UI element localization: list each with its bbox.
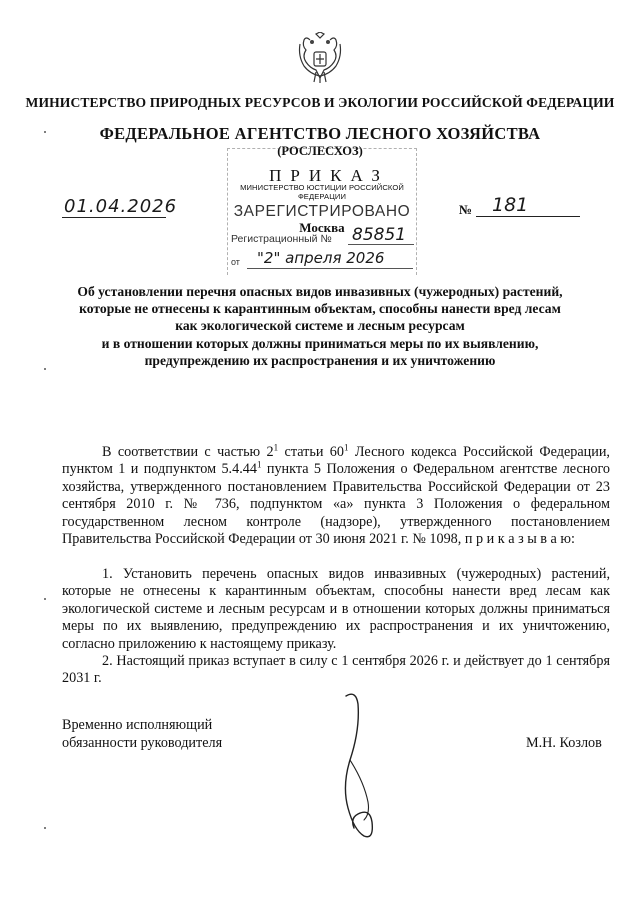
order-number: 181 (492, 194, 529, 216)
subject-line: предупреждению их распространения и их уничтожению (144, 352, 496, 368)
ministry-name: МИНИСТЕРСТВО ПРИРОДНЫХ РЕСУРСОВ И ЭКОЛОГИИ РОССИЙСКОЙ ФЕДЕРАЦИИ (25, 95, 615, 110)
preamble-paragraph (62, 444, 610, 548)
stamp-from-label: от (231, 257, 240, 267)
number-sign: № (459, 202, 473, 217)
superscript: 1 (256, 459, 262, 470)
order-subject (52, 283, 588, 369)
agency-name: ФЕДЕРАЛЬНОЕ АГЕНТСТВО ЛЕСНОГО ХОЗЯЙСТВА (99, 124, 541, 143)
coat-of-arms-icon (296, 32, 344, 84)
preamble-text: пункта 5 Положения о Федеральном агентстве лесного хозяйства, утвержденного постановлением Правительства Российской Федерации от 23 сентября 2010 г. № 736, подпунктом «а» пункта 3 Положения о федеральном государственном лесном контроле (надзоре), утвержденного постановлением Правительства Российской Федерации от 30 июня 2021 г. № 1098, (62, 461, 610, 548)
signer-name: М.Н. Козлов (526, 735, 602, 751)
stamp-ministry: МИНИСТЕРСТВО ЮСТИЦИИ РОССИЙСКОЙ ФЕДЕРАЦИИ (240, 183, 404, 201)
subject-line: Об установлении перечня опасных видов инвазивных (чужеродных) растений, (77, 284, 563, 299)
signer-position-line2: обязанности руководителя (62, 735, 223, 751)
preamble-text: статьи 60 (278, 444, 344, 460)
scan-speck (44, 598, 46, 600)
superscript: 1 (344, 442, 349, 453)
stamp-reg-underline (348, 244, 414, 245)
stamp-reg-number: 85851 (352, 225, 407, 245)
subject-line: и в отношении которых должны приниматься меры по их выявлению, (101, 335, 539, 351)
order-date: 01.04.2026 (64, 196, 178, 217)
stamp-city: Москва (299, 220, 345, 235)
document-type-title: ПРИКАЗ (269, 166, 389, 185)
scan-speck (44, 131, 46, 133)
preamble-text: В соответствии с частью 2 (102, 444, 274, 460)
agency-short-name: (РОСЛЕСХОЗ) (277, 144, 363, 158)
stamp-from-date: "2" апреля 2026 (257, 249, 385, 267)
subject-line: как экологической системе и лесным ресурсам (175, 318, 465, 334)
number-underline (476, 216, 580, 217)
superscript: 1 (273, 442, 279, 453)
order-word: п р и к а з ы в а ю: (464, 531, 575, 548)
order-item-2: 2. Настоящий приказ вступает в силу с 1 сентября 2026 г. и действует до 1 сентября 2031 г. (62, 653, 610, 687)
handwritten-signature (320, 690, 400, 850)
preamble-text: Лесного кодекса Российской Федерации, пунктом 1 и подпунктом 5.4.44 (62, 444, 610, 478)
scan-speck (44, 368, 46, 370)
signer-position-line1: Временно исполняющий (62, 717, 213, 733)
subject-line: которые не отнесены к карантинным объектам, способны нанести вред лесам (79, 301, 561, 317)
stamp-reg-label: Регистрационный № (231, 233, 332, 245)
scan-speck (44, 827, 46, 829)
order-item-1: 1. Установить перечень опасных видов инвазивных (чужеродных) растений, которые не отнесены к карантинным объектам, способны нанести вред лесам как экологической системе и лесным ресурсам и в отношении которых должны приниматься меры по их выявлению, предупреждению их распространения и их уничтожению, согласно приложению к настоящему приказу. (62, 566, 610, 652)
stamp-from-underline (247, 268, 413, 269)
date-underline (62, 217, 166, 218)
stamp-registered: ЗАРЕГИСТРИРОВАНО (233, 203, 411, 220)
